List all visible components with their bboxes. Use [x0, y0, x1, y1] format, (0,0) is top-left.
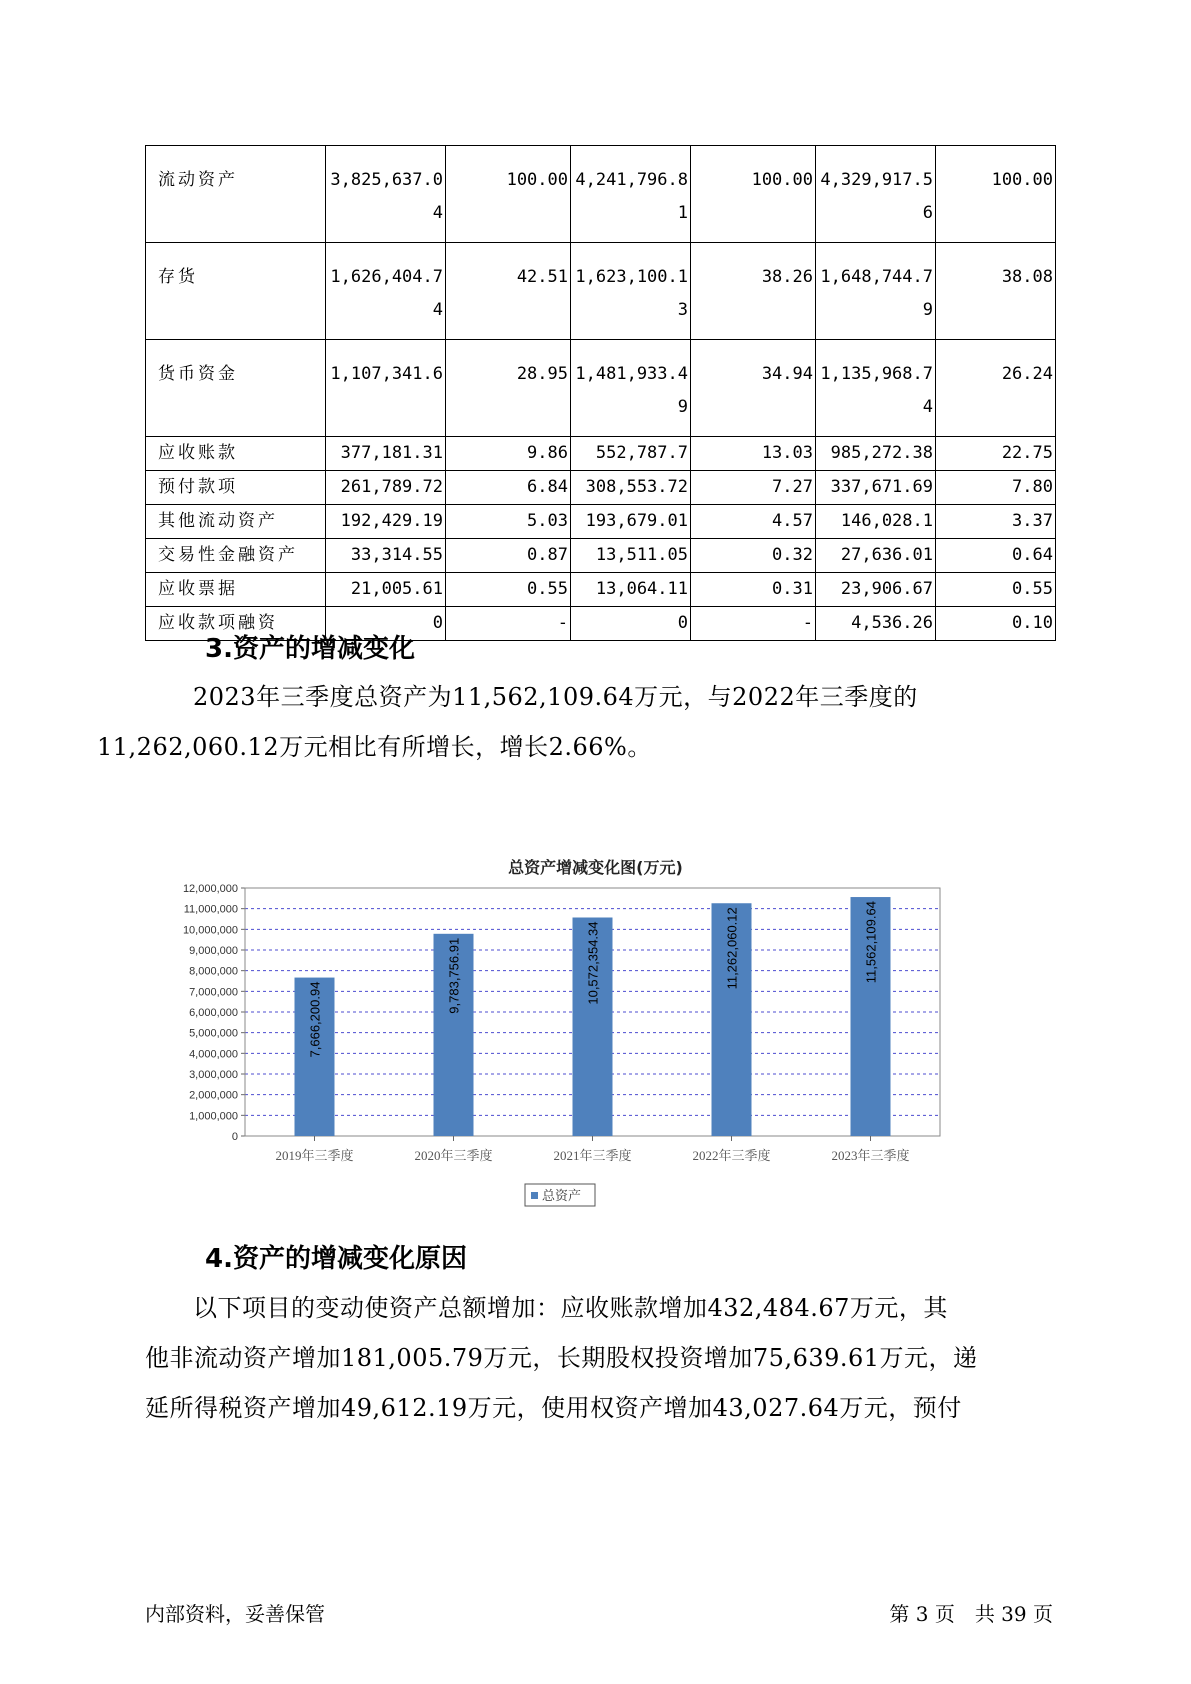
- value-2021-line-1: 1,626,404.7: [330, 267, 443, 287]
- section-4-line-1: 以下项目的变动使资产总额增加：应收账款增加432,484.67万元，其: [193, 1294, 948, 1322]
- y-tick-label: 2,000,000: [189, 1089, 238, 1102]
- item-name: 货币资金: [146, 340, 326, 437]
- value-2023: 146,028.1: [816, 505, 936, 539]
- value-2022-line-1: 1,481,933.4: [575, 364, 688, 384]
- table-row: [146, 437, 1056, 471]
- value-2021: 0: [326, 607, 446, 641]
- percent-2021: 5.03: [446, 505, 571, 539]
- percent-2023: 0.55: [936, 573, 1056, 607]
- y-tick-label: 8,000,000: [189, 965, 238, 978]
- table-row: [146, 573, 1056, 607]
- percent-2022: 0.32: [691, 539, 816, 573]
- item-name: 应收款项融资: [146, 607, 326, 641]
- value-2023: 985,272.38: [816, 437, 936, 471]
- y-tick-label: 0: [231, 1131, 238, 1143]
- section-4-line-2: 他非流动资产增加181,005.79万元，长期股权投资增加75,639.61万元，递: [145, 1344, 978, 1372]
- bar-value-label: 11,262,060.12: [724, 907, 740, 990]
- item-name: 交易性金融资产: [146, 539, 326, 573]
- y-tick-label: 11,000,000: [183, 903, 238, 916]
- value-2021: 33,314.55: [326, 539, 446, 573]
- y-tick-label: 3,000,000: [189, 1069, 238, 1081]
- value-2021: [326, 146, 446, 243]
- table-row: [146, 539, 1056, 573]
- section-4-line-3: 延所得税资产增加49,612.19万元，使用权资产增加43,027.64万元，预付: [145, 1394, 962, 1422]
- percent-2023: 3.37: [936, 505, 1056, 539]
- percent-2023: 0.64: [936, 539, 1056, 573]
- section-3-paragraph: [97, 672, 1055, 772]
- percent-2023: 38.08: [936, 243, 1056, 340]
- value-2021: 192,429.19: [326, 505, 446, 539]
- y-tick-label: 4,000,000: [189, 1048, 238, 1061]
- value-2022: 13,511.05: [571, 539, 691, 573]
- table-row: [146, 471, 1056, 505]
- section-3-line-2: 11,262,060.12万元相比有所增长，增长2.66%。: [97, 733, 652, 761]
- value-2023: [816, 146, 936, 243]
- x-tick-label: 2022年三季度: [692, 1148, 771, 1163]
- value-2022: [571, 340, 691, 437]
- percent-2023: 22.75: [936, 437, 1056, 471]
- value-2022: [571, 146, 691, 243]
- percent-2023: 7.80: [936, 471, 1056, 505]
- x-tick-label: 2023年三季度: [831, 1148, 910, 1163]
- value-2021-line-1: 3,825,637.0: [330, 170, 443, 190]
- y-tick-label: 1,000,000: [189, 1110, 238, 1123]
- item-name: 流动资产: [146, 146, 326, 243]
- value-2021: [326, 243, 446, 340]
- item-name: 存货: [146, 243, 326, 340]
- value-2022: 13,064.11: [571, 573, 691, 607]
- percent-2022: 100.00: [691, 146, 816, 243]
- section-4-heading: 4.资产的增减变化原因: [205, 1244, 467, 1274]
- value-2021: 261,789.72: [326, 471, 446, 505]
- percent-2021: 0.87: [446, 539, 571, 573]
- section-3-heading: 3.资产的增减变化: [205, 634, 415, 664]
- section-3-line-1: 2023年三季度总资产为11,562,109.64万元，与2022年三季度的: [193, 683, 918, 711]
- value-2023: [816, 243, 936, 340]
- table-row: [146, 505, 1056, 539]
- percent-2022: 4.57: [691, 505, 816, 539]
- item-name: 应收票据: [146, 573, 326, 607]
- item-name: 应收账款: [146, 437, 326, 471]
- percent-2023: 26.24: [936, 340, 1056, 437]
- value-2023: 27,636.01: [816, 539, 936, 573]
- bar-value-label: 10,572,354.34: [585, 921, 601, 1005]
- value-2021-line-2: 1,107,341.6: [330, 364, 443, 384]
- bar-value-label: 9,783,756.91: [446, 937, 462, 1014]
- x-tick-label: 2020年三季度: [414, 1148, 493, 1163]
- value-2023-line-2: 6: [922, 203, 933, 223]
- table-row: [146, 146, 1056, 243]
- value-2023-line-2: 4: [922, 397, 933, 417]
- value-2023: 4,536.26: [816, 607, 936, 641]
- total-assets-bar-chart: [160, 880, 1020, 1220]
- y-tick-label: 5,000,000: [189, 1027, 238, 1040]
- value-2023: 23,906.67: [816, 573, 936, 607]
- percent-2022: 13.03: [691, 437, 816, 471]
- value-2023: [816, 340, 936, 437]
- item-name: 预付款项: [146, 471, 326, 505]
- percent-2022: 0.31: [691, 573, 816, 607]
- table-row: [146, 340, 1056, 437]
- value-2023-line-1: 1,648,744.7: [820, 267, 933, 287]
- percent-2023: 100.00: [936, 146, 1056, 243]
- value-2021-line-2: 4: [432, 203, 443, 223]
- value-2022-line-1: 4,241,796.8: [575, 170, 688, 190]
- x-tick-label: 2019年三季度: [275, 1148, 354, 1163]
- percent-2021: -: [446, 607, 571, 641]
- table-row: [146, 243, 1056, 340]
- y-tick-label: 12,000,000: [182, 883, 238, 895]
- value-2022: 0: [571, 607, 691, 641]
- legend-label: 总资产: [542, 1188, 582, 1203]
- value-2021: [326, 340, 446, 437]
- value-2023-line-2: 9: [922, 300, 933, 320]
- value-2023: 337,671.69: [816, 471, 936, 505]
- value-2022: [571, 243, 691, 340]
- section-4-paragraph: [145, 1283, 1055, 1433]
- percent-2021: 9.86: [446, 437, 571, 471]
- percent-2022: -: [691, 607, 816, 641]
- bar-value-label: 7,666,200.94: [307, 981, 323, 1058]
- percent-2023: 0.10: [936, 607, 1056, 641]
- y-tick-label: 7,000,000: [189, 986, 238, 999]
- percent-2021: 100.00: [446, 146, 571, 243]
- asset-structure-table: [145, 145, 1056, 641]
- value-2022: 193,679.01: [571, 505, 691, 539]
- bar-value-label: 11,562,109.64: [863, 901, 879, 984]
- value-2022-line-2: 3: [677, 300, 688, 320]
- percent-2021: 6.84: [446, 471, 571, 505]
- y-tick-label: 6,000,000: [189, 1007, 238, 1019]
- percent-2021: 28.95: [446, 340, 571, 437]
- value-2021: 377,181.31: [326, 437, 446, 471]
- percent-2022: 38.26: [691, 243, 816, 340]
- value-2023-line-1: 1,135,968.7: [820, 364, 933, 384]
- value-2022: 308,553.72: [571, 471, 691, 505]
- footer-page-number: 第 3 页 共 39 页: [889, 1602, 1053, 1626]
- percent-2021: 42.51: [446, 243, 571, 340]
- value-2022-line-2: 1: [677, 203, 688, 223]
- value-2021-line-2: 4: [432, 300, 443, 320]
- y-tick-label: 10,000,000: [182, 924, 238, 937]
- percent-2022: 7.27: [691, 471, 816, 505]
- chart-title: 总资产增减变化图(万元): [508, 858, 683, 877]
- value-2022-line-1: 1,623,100.1: [575, 267, 688, 287]
- footer-confidential: 内部资料，妥善保管: [145, 1602, 325, 1626]
- value-2022: 552,787.7: [571, 437, 691, 471]
- y-tick-label: 9,000,000: [189, 945, 238, 957]
- value-2022-line-2: 9: [677, 397, 688, 417]
- x-tick-label: 2021年三季度: [553, 1148, 632, 1163]
- item-name: 其他流动资产: [146, 505, 326, 539]
- value-2023-line-1: 4,329,917.5: [820, 170, 933, 190]
- value-2021: 21,005.61: [326, 573, 446, 607]
- percent-2022: 34.94: [691, 340, 816, 437]
- percent-2021: 0.55: [446, 573, 571, 607]
- legend-swatch: [531, 1192, 538, 1199]
